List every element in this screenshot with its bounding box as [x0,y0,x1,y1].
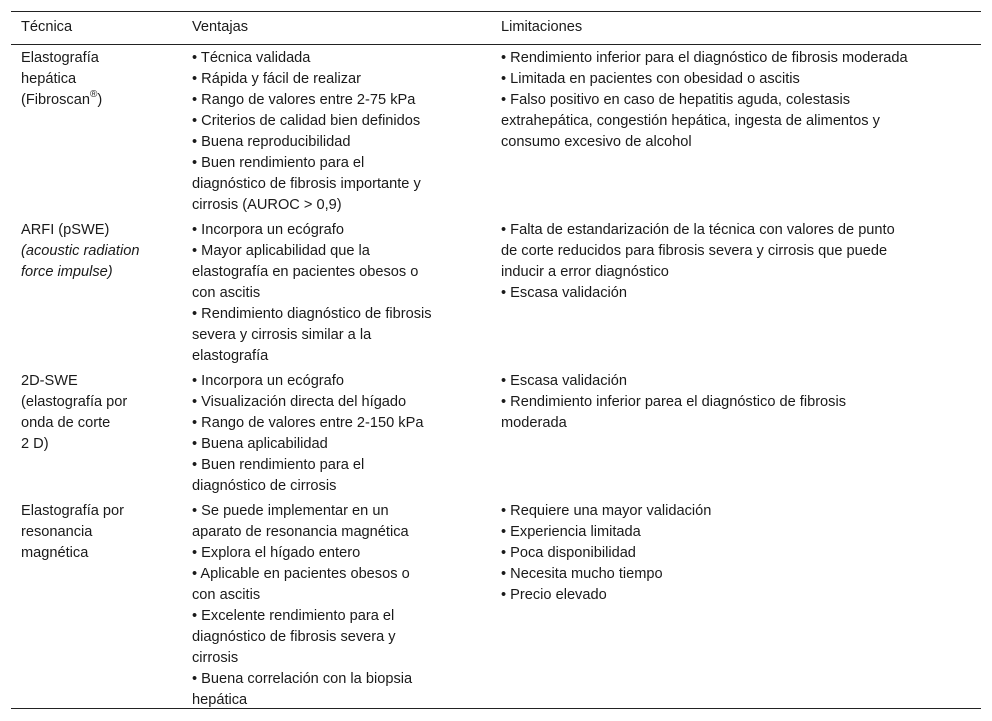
table-bottom-rule [11,708,981,709]
table-row [11,501,981,712]
cell-tecnica: Elastografía hepática (Fibroscan®) [21,50,103,108]
cell-limitaciones: • Falta de estandarización de la técnica con valores de punto de corte reducidos para fibrosis severa y cirrosis que puede inducir a error diagnóstico • Escasa validación [501,222,895,301]
table-row [11,371,981,498]
table-row [11,48,981,217]
header-ventajas: Ventajas [192,19,248,35]
cell-ventajas: • Incorpora un ecógrafo • Visualización directa del hígado • Rango de valores entre 2-150 kPa • Buena aplicabilidad • Buen rendimiento para el diagnóstico de cirrosis [192,373,424,494]
header-limitaciones: Limitaciones [501,19,583,35]
comparison-table [11,11,981,712]
cell-limitaciones: • Requiere una mayor validación • Experiencia limitada • Poca disponibilidad • Necesita mucho tiempo • Precio elevado [501,503,712,603]
cell-ventajas: • Incorpora un ecógrafo • Mayor aplicabilidad que la elastografía en pacientes obesos o con ascitis • Rendimiento diagnóstico de fibrosis severa y cirrosis similar a la elastografía [192,222,432,364]
header-tecnica: Técnica [21,19,73,35]
cell-ventajas: • Técnica validada • Rápida y fácil de realizar • Rango de valores entre 2-75 kPa • Criterios de calidad bien definidos • Buena reproducibilidad • Buen rendimiento para el diagnóstico de fibrosis importante y cirrosis (AUROC > 0,9) [192,50,421,213]
table-header [11,11,981,45]
cell-limitaciones: • Escasa validación • Rendimiento inferior parea el diagnóstico de fibrosis moderada [501,373,847,431]
table-row [11,220,981,368]
cell-limitaciones: • Rendimiento inferior para el diagnóstico de fibrosis moderada • Limitada en pacientes con obesidad o ascitis • Falso positivo en caso de hepatitis aguda, colestasis extrahepática, congestión hepática, ingesta de alimentos y consumo excesivo de alcohol [501,50,908,150]
cell-tecnica: ARFI (pSWE) (acoustic radiation force impulse) [21,222,140,280]
cell-tecnica: Elastografía por resonancia magnética [21,503,125,561]
cell-tecnica: 2D-SWE (elastografía por onda de corte 2 D) [21,373,128,452]
cell-ventajas: • Se puede implementar en un aparato de resonancia magnética • Explora el hígado entero • Aplicable en pacientes obesos o con ascitis • Excelente rendimiento para el diagnóstico de fibrosis severa y cirrosis • Buena correlación con la biopsia hepática [192,503,413,708]
